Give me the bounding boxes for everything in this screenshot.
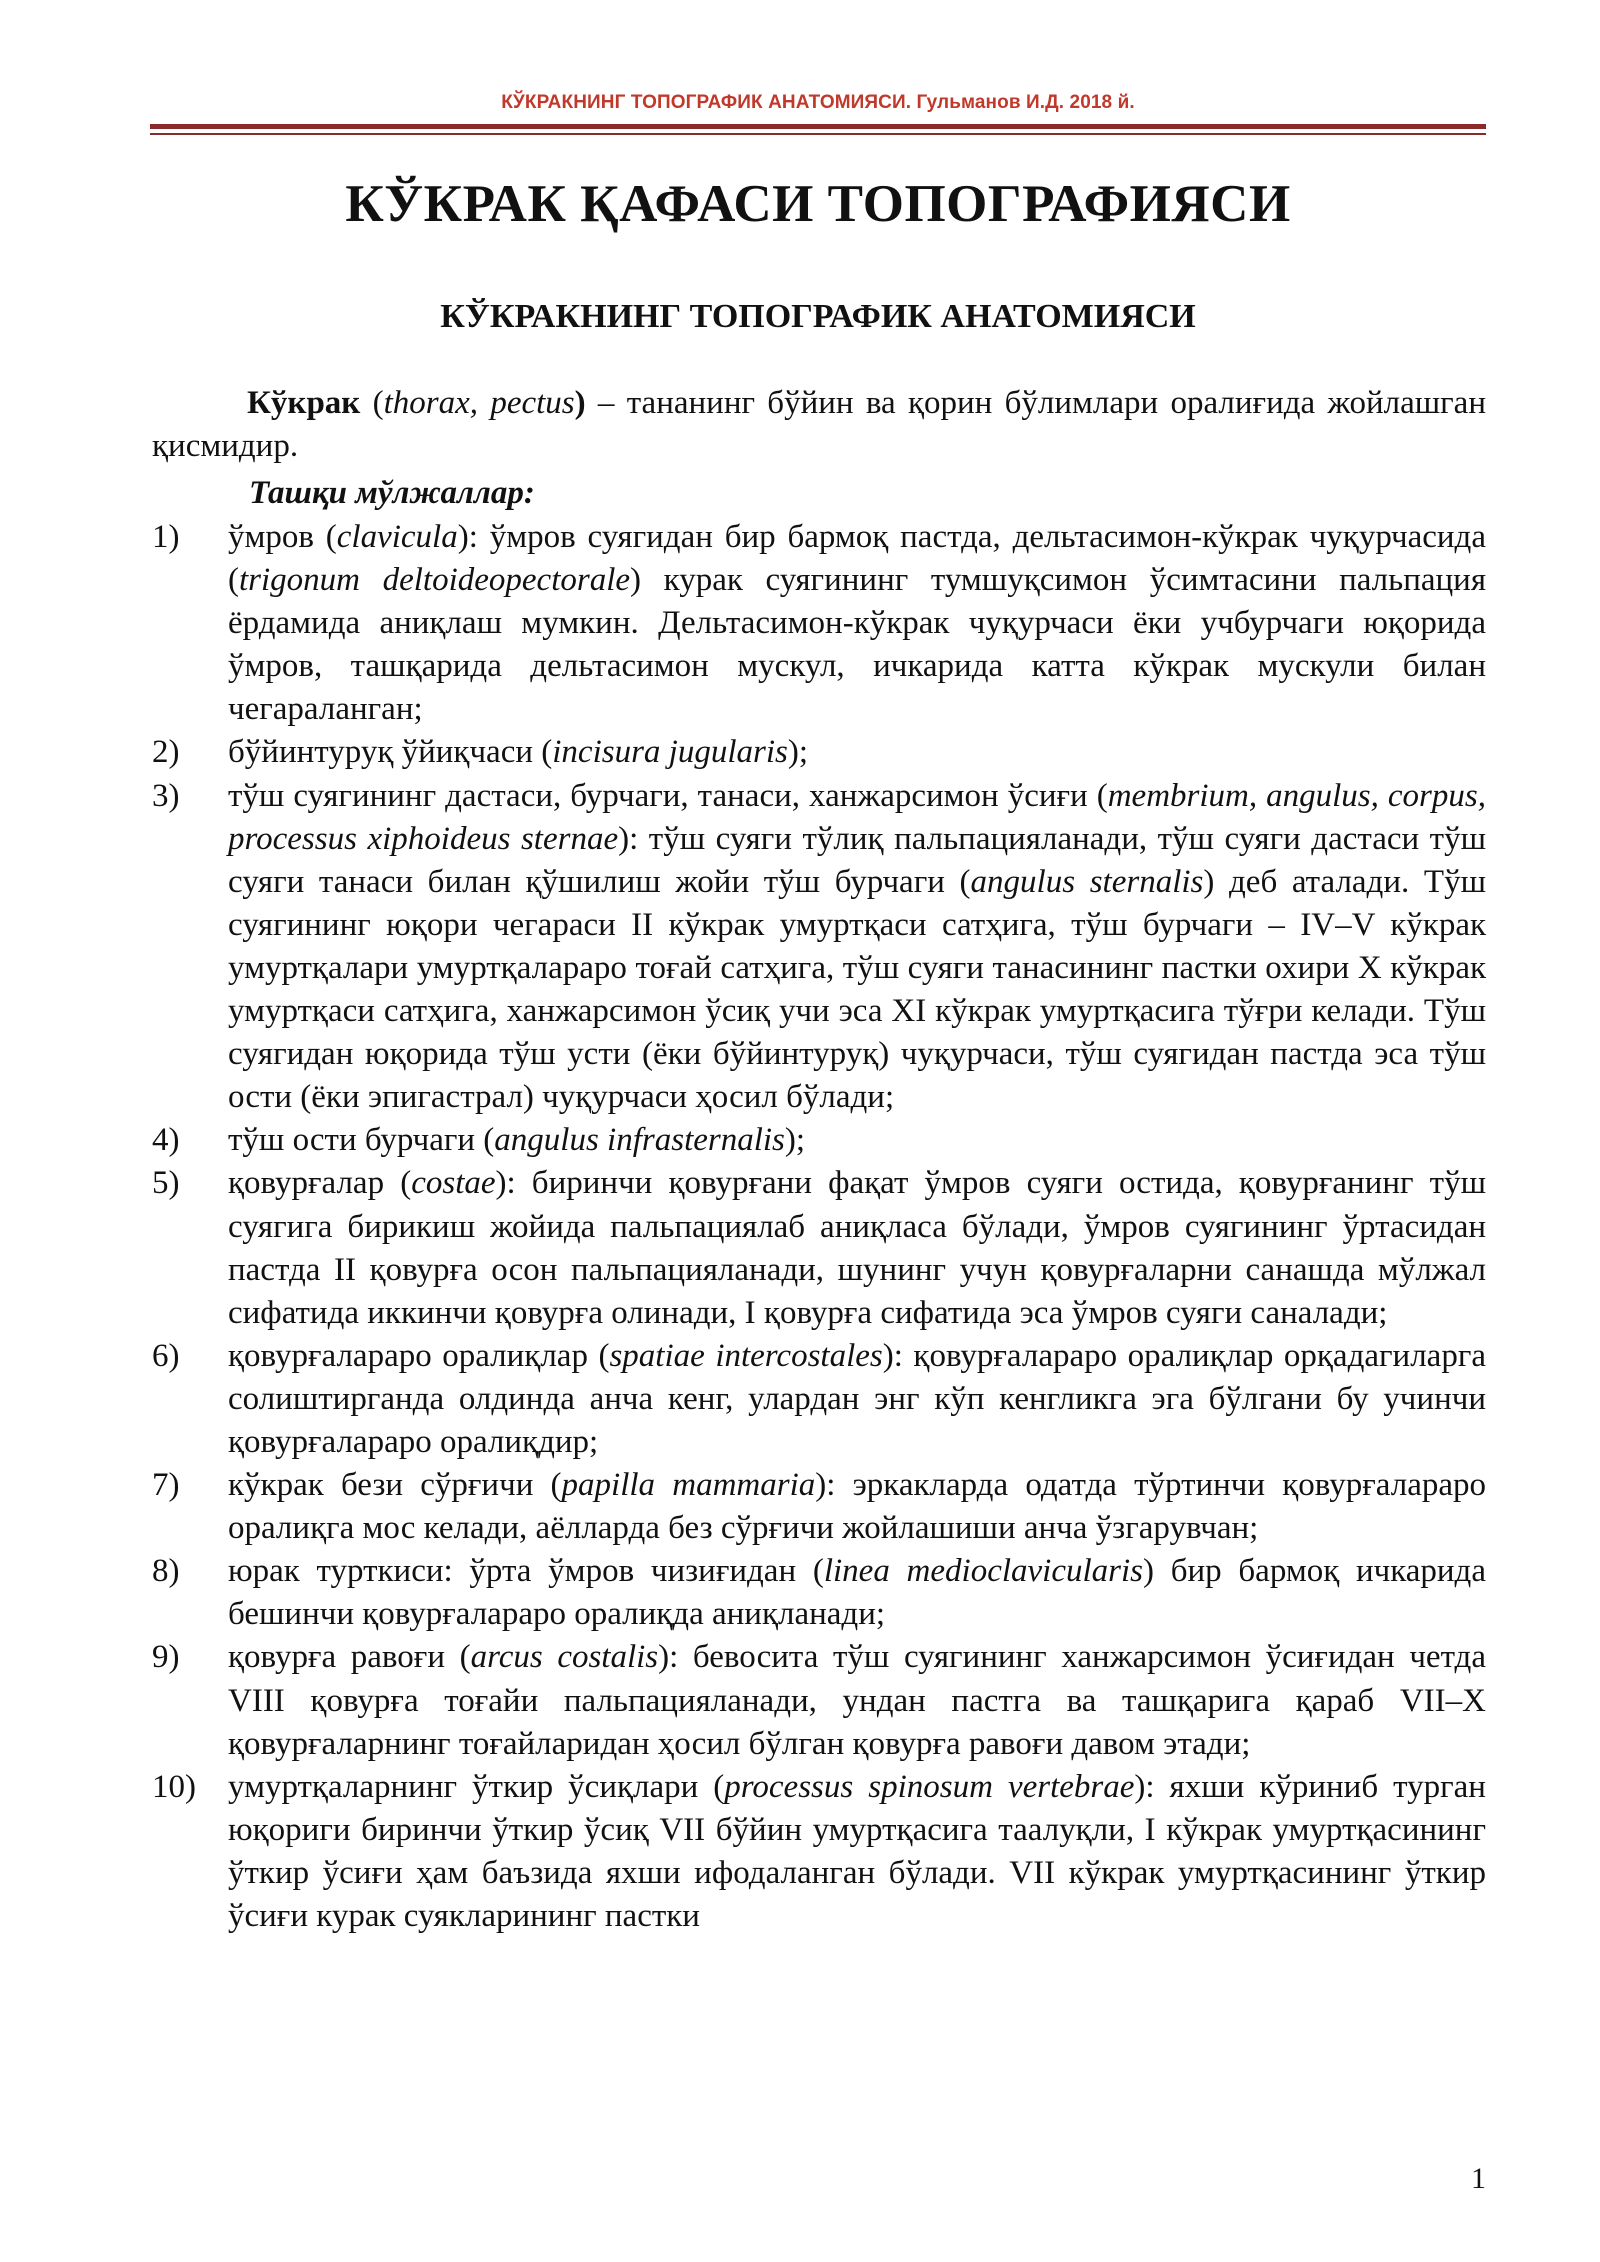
item-text: умуртқаларнинг ўткир ўсиқлари ( — [228, 1768, 725, 1805]
intro-close-paren: ) — [574, 385, 586, 421]
item-text: ): бевосита тўш суягининг ханжарсимон ўсиғидан четда VIII қовурға тоғайи пальпацияланади, ундан пастга ва ташқарига қараб VII–X қовурғаларнинг тоғайларидан ҳосил бўлган қовурға равоғи давом этади; — [228, 1639, 1486, 1762]
running-header: КЎКРАКНИНГ ТОПОГРАФИК АНАТОМИЯСИ. Гульманов И.Д. 2018 й. — [501, 92, 1135, 113]
list-item — [152, 1162, 1486, 1334]
list-item-number: 3) — [152, 777, 180, 814]
item-latin: incisura jugularis — [552, 734, 788, 771]
item-text: ) курак суягининг тумшуқсимон ўсимтасини пальпация ёрдамида аниқлаш мумкин. Дельтасимон-кўкрак чуқурчаси ёки учбурчаги юқорида ўмров, ташқарида дельтасимон мускул, ичкарида катта кўкрак мускули билан чегараланган; — [228, 562, 1487, 728]
item-text: қовурғалар ( — [228, 1165, 412, 1202]
list-item-number: 6) — [152, 1337, 180, 1374]
item-text: ); — [784, 1122, 806, 1159]
item-text: ): эркакларда одатда тўртинчи қовурғалараро оралиқга мос келади, аёлларда без сўрғичи жойлашиши анча ўзгарувчан; — [228, 1467, 1486, 1547]
header-rule-thin — [150, 133, 1486, 135]
item-latin: processus spinosum vertebrae — [724, 1768, 1135, 1805]
list-item-number: 8) — [152, 1553, 180, 1590]
item-latin: spatiae intercostales — [609, 1337, 883, 1374]
list-item-number: 7) — [152, 1467, 180, 1504]
item-latin: trigonum deltoideopectorale — [239, 562, 631, 599]
landmarks-heading: Ташқи мўлжаллар: — [249, 475, 535, 511]
item-text: ): яхши кўриниб турган юқориги биринчи ўткир ўсиқ VII бўйин умуртқасига таалуқли, I кўкрак умуртқасининг ўткир ўсиғи ҳам баъзида яхши ифодаланган бўлади. VII кўкрак умуртқасининг ўткир ўсиғи курак суякларининг пастки — [228, 1768, 1486, 1934]
section-title: КЎКРАКНИНГ ТОПОГРАФИК АНАТОМИЯСИ — [440, 298, 1196, 335]
item-latin: arcus costalis — [470, 1639, 659, 1676]
intro-paragraph — [152, 382, 1486, 468]
item-text: юрак турткиси: ўрта ўмров чизиғидан ( — [228, 1553, 824, 1590]
list-item-number: 4) — [152, 1122, 180, 1159]
page-number: 1 — [1471, 2162, 1486, 2195]
landmarks-list — [152, 516, 1486, 1938]
item-text: ): тўш суяги тўлиқ пальпацияланади, тўш суяги дастаси тўш суяги танаси билан қўшилиш жойи тўш бурчаги ( — [228, 820, 1487, 900]
list-item-number: 10) — [152, 1768, 196, 1805]
item-text: қовурға равоғи ( — [228, 1639, 471, 1676]
item-latin: angulus sternalis — [970, 863, 1204, 900]
item-text: ); — [787, 734, 809, 771]
list-item — [152, 1636, 1486, 1765]
intro-latin: thorax, pectus — [383, 385, 575, 421]
list-item — [152, 516, 1486, 731]
item-text: бўйинтуруқ ўйиқчаси ( — [228, 734, 553, 771]
header-rule-thick — [150, 124, 1486, 129]
list-item — [152, 1119, 1486, 1162]
intro-open-paren: ( — [360, 385, 384, 421]
list-item-number: 1) — [152, 519, 180, 555]
item-text: ): ўмров суягидан бир бармоқ пастда, дельтасимон-кўкрак чуқурчасида ( — [228, 519, 1486, 599]
list-item-number: 2) — [152, 734, 180, 771]
list-item — [152, 1550, 1486, 1636]
document-title: КЎКРАК ҚАФАСИ ТОПОГРАФИЯСИ — [345, 175, 1291, 233]
list-item-number: 5) — [152, 1165, 180, 1202]
list-item — [152, 731, 1486, 774]
item-text: кўкрак бези сўрғичи ( — [228, 1467, 562, 1504]
item-latin: membrium, angulus, corpus, processus xiphoideus sternae — [228, 777, 1486, 857]
list-item — [152, 1464, 1486, 1550]
item-text: тўш ости бурчаги ( — [228, 1122, 495, 1159]
list-item — [152, 775, 1486, 1120]
item-latin: linea medioclavicularis — [823, 1553, 1143, 1590]
item-latin: papilla mammaria — [561, 1467, 816, 1504]
item-text: ): қовурғалараро оралиқлар орқадагиларга солиштирганда олдинда анча кенг, улардан энг кўп кенгликга эга бўлгани бу учинчи қовурғалараро оралиқдир; — [228, 1337, 1486, 1460]
intro-text: – тананинг бўйин ва қорин бўлимлари оралиғида жойлашган қисмидир. — [152, 385, 1486, 464]
intro-term: Кўкрак — [247, 385, 361, 421]
list-item — [152, 1335, 1486, 1464]
item-text: тўш суягининг дастаси, бурчаги, танаси, ханжарсимон ўсиғи ( — [228, 777, 1108, 814]
item-text: қовурғалараро оралиқлар ( — [228, 1337, 610, 1374]
item-text: ўмров ( — [228, 519, 337, 555]
item-text: ) бир бармоқ ичкарида бешинчи қовурғалараро оралиқда аниқланади; — [228, 1553, 1486, 1633]
item-text: ): биринчи қовурғани фақат ўмров суяги остида, қовурғанинг тўш суягига бирикиш жойида пальпациялаб аниқласа бўлади, ўмров суягининг ўртасидан пастда II қовурға осон пальпацияланади, шунинг учун қовурғаларни санашда мўлжал сифатида иккинчи қовурға олинади, I қовурға сифатида эса ўмров суяги саналади; — [228, 1165, 1487, 1331]
item-latin: angulus infrasternalis — [494, 1122, 785, 1159]
item-text: ) деб аталади. Тўш суягининг юқори чегараси II кўкрак умуртқаси сатҳига, тўш бурчаги – IV–V кўкрак умуртқалари умуртқалараро тоғай сатҳига, тўш суяги танасининг пастки охири X кўкрак умуртқаси сатҳига, ханжарсимон ўсиқ учи эса XI кўкрак умуртқасига тўғри келади. Тўш суягидан юқорида тўш усти (ёки бўйинтуруқ) чуқурчаси, тўш суягидан пастда эса тўш ости (ёки эпигастрал) чуқурчаси ҳосил бўлади; — [228, 863, 1486, 1116]
item-latin: costae — [411, 1165, 496, 1202]
list-item — [152, 1766, 1486, 1938]
item-latin: clavicula — [336, 519, 458, 555]
list-item-number: 9) — [152, 1639, 180, 1676]
